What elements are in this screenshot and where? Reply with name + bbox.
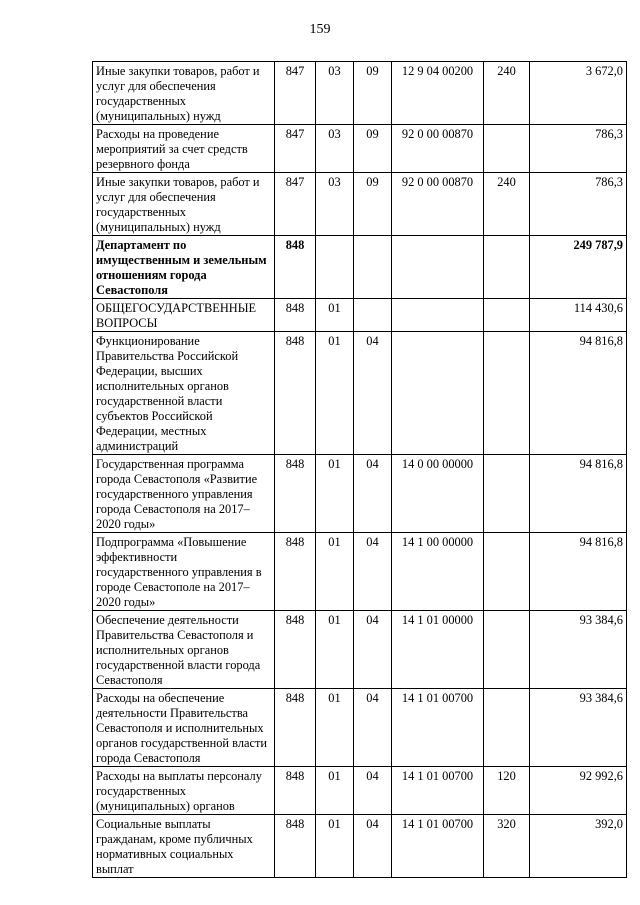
table-row — [93, 815, 627, 878]
cell-department-code: 848 — [275, 689, 316, 767]
cell-department-code: 848 — [275, 533, 316, 611]
table-row — [93, 236, 627, 299]
cell-subsection-code: 04 — [354, 332, 392, 455]
cell-section-code: 01 — [316, 767, 354, 815]
cell-section-code: 03 — [316, 173, 354, 236]
budget-table — [92, 61, 627, 878]
cell-department-code: 848 — [275, 815, 316, 878]
cell-expense-type — [484, 236, 530, 299]
table-row — [93, 533, 627, 611]
cell-department-code: 848 — [275, 767, 316, 815]
cell-amount: 3 672,0 — [530, 62, 627, 125]
cell-department-code: 847 — [275, 125, 316, 173]
table-row — [93, 611, 627, 689]
cell-name: Иные закупки товаров, работ и услуг для обеспечения государственных (муниципальных) нужд — [93, 62, 275, 125]
cell-section-code: 01 — [316, 455, 354, 533]
cell-amount: 249 787,9 — [530, 236, 627, 299]
cell-target-article: 14 1 00 00000 — [392, 533, 484, 611]
cell-target-article: 14 1 01 00700 — [392, 689, 484, 767]
cell-section-code: 01 — [316, 689, 354, 767]
cell-section-code: 01 — [316, 815, 354, 878]
table-row — [93, 767, 627, 815]
table-row — [93, 125, 627, 173]
cell-department-code: 847 — [275, 173, 316, 236]
cell-name: Департамент по имущественным и земельным отношениям города Севастополя — [93, 236, 275, 299]
cell-name: Обеспечение деятельности Правительства Севастополя и исполнительных органов государственной власти города Севастополя — [93, 611, 275, 689]
cell-target-article: 14 1 01 00700 — [392, 767, 484, 815]
cell-name: Расходы на проведение мероприятий за счет средств резервного фонда — [93, 125, 275, 173]
cell-section-code: 01 — [316, 299, 354, 332]
cell-amount: 92 992,6 — [530, 767, 627, 815]
cell-expense-type: 240 — [484, 62, 530, 125]
cell-target-article: 14 1 01 00700 — [392, 815, 484, 878]
cell-subsection-code — [354, 299, 392, 332]
cell-amount: 93 384,6 — [530, 689, 627, 767]
cell-amount: 392,0 — [530, 815, 627, 878]
cell-subsection-code: 04 — [354, 533, 392, 611]
cell-expense-type: 240 — [484, 173, 530, 236]
cell-name: Государственная программа города Севастополя «Развитие государственного управления города Севастополя на 2017–2020 годы» — [93, 455, 275, 533]
cell-department-code: 848 — [275, 611, 316, 689]
cell-target-article — [392, 236, 484, 299]
cell-amount: 94 816,8 — [530, 332, 627, 455]
cell-expense-type — [484, 455, 530, 533]
cell-amount: 93 384,6 — [530, 611, 627, 689]
cell-subsection-code: 04 — [354, 611, 392, 689]
table-row — [93, 689, 627, 767]
cell-expense-type — [484, 332, 530, 455]
cell-subsection-code: 09 — [354, 62, 392, 125]
cell-expense-type — [484, 533, 530, 611]
cell-target-article: 92 0 00 00870 — [392, 125, 484, 173]
table-row — [93, 299, 627, 332]
cell-subsection-code: 04 — [354, 689, 392, 767]
cell-amount: 114 430,6 — [530, 299, 627, 332]
cell-expense-type — [484, 299, 530, 332]
cell-department-code: 848 — [275, 455, 316, 533]
cell-expense-type: 120 — [484, 767, 530, 815]
cell-section-code: 01 — [316, 533, 354, 611]
cell-name: Расходы на обеспечение деятельности Правительства Севастополя и исполнительных органов государственной власти города Севастополя — [93, 689, 275, 767]
cell-subsection-code — [354, 236, 392, 299]
cell-name: Функционирование Правительства Российской Федерации, высших исполнительных органов государственной власти субъектов Российской Федерации, местных администраций — [93, 332, 275, 455]
table-row — [93, 173, 627, 236]
cell-section-code: 03 — [316, 62, 354, 125]
cell-target-article — [392, 299, 484, 332]
cell-department-code: 847 — [275, 62, 316, 125]
cell-section-code: 01 — [316, 332, 354, 455]
cell-section-code: 03 — [316, 125, 354, 173]
cell-expense-type — [484, 689, 530, 767]
cell-name: Подпрограмма «Повышение эффективности государственного управления в городе Севастополе на 2017–2020 годы» — [93, 533, 275, 611]
cell-subsection-code: 09 — [354, 125, 392, 173]
cell-subsection-code: 04 — [354, 815, 392, 878]
cell-amount: 94 816,8 — [530, 533, 627, 611]
cell-expense-type — [484, 125, 530, 173]
cell-subsection-code: 04 — [354, 455, 392, 533]
page-number: 159 — [309, 22, 331, 37]
cell-target-article — [392, 332, 484, 455]
cell-name: Расходы на выплаты персоналу государственных (муниципальных) органов — [93, 767, 275, 815]
table-row — [93, 62, 627, 125]
cell-expense-type — [484, 611, 530, 689]
cell-target-article: 14 1 01 00000 — [392, 611, 484, 689]
cell-subsection-code: 04 — [354, 767, 392, 815]
cell-name: ОБЩЕГОСУДАРСТВЕННЫЕ ВОПРОСЫ — [93, 299, 275, 332]
cell-department-code: 848 — [275, 332, 316, 455]
cell-amount: 786,3 — [530, 173, 627, 236]
cell-section-code: 01 — [316, 611, 354, 689]
cell-expense-type: 320 — [484, 815, 530, 878]
cell-amount: 94 816,8 — [530, 455, 627, 533]
cell-section-code — [316, 236, 354, 299]
cell-target-article: 12 9 04 00200 — [392, 62, 484, 125]
cell-name: Иные закупки товаров, работ и услуг для обеспечения государственных (муниципальных) нужд — [93, 173, 275, 236]
cell-target-article: 92 0 00 00870 — [392, 173, 484, 236]
cell-department-code: 848 — [275, 236, 316, 299]
cell-subsection-code: 09 — [354, 173, 392, 236]
cell-amount: 786,3 — [530, 125, 627, 173]
cell-department-code: 848 — [275, 299, 316, 332]
table-row — [93, 332, 627, 455]
table-row — [93, 455, 627, 533]
cell-target-article: 14 0 00 00000 — [392, 455, 484, 533]
cell-name: Социальные выплаты гражданам, кроме публичных нормативных социальных выплат — [93, 815, 275, 878]
